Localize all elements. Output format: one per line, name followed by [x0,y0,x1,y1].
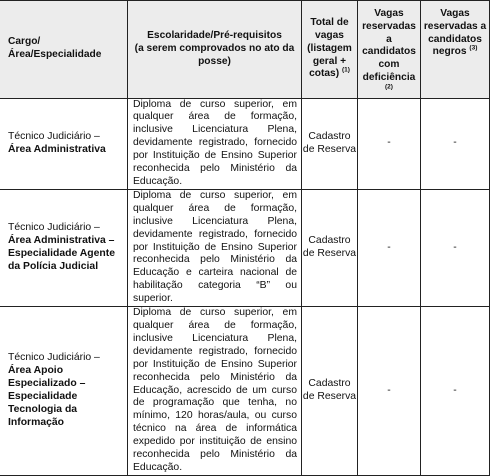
escolaridade-cell [128,189,302,306]
negros-cell: - [421,189,490,306]
cargo-cell [0,189,128,306]
cargo-prefix: Técnico Judiciário – [8,130,100,142]
cargo-prefix: Técnico Judiciário – [8,222,100,234]
deficiencia-cell: - [358,307,421,476]
header-deficiencia-footnote: (2) [385,83,393,91]
escolaridade-cell [128,98,302,189]
negros-cell: - [421,307,490,476]
deficiencia-cell: - [358,189,421,306]
cargo-area: Área Apoio Especializado – Especialidade Tecnologia da Informação [8,365,86,428]
header-negros-label: Vagas reservadas a candidatos negros [423,8,487,58]
cargo-area: Área Administrativa [8,143,106,155]
header-total-footnote: (1) [341,67,350,75]
escolaridade-cell [128,307,302,476]
cargo-cell [0,307,128,476]
negros-cell: - [421,98,490,189]
header-total-vagas [302,1,358,99]
table-row [0,307,490,476]
header-escolaridade-note: (a serem comprovados no ato da posse) [134,42,295,67]
escolaridade-text: Diploma de curso superior, em qualquer área de formação, inclusive Licenciatura Plena, devidamente registrado, fornecido por Instituição de Ensino Superior reconhecida pelo Ministério da Educação e carteira nacional de habilitação categoria “B” ou superior. [133,189,297,305]
header-deficiencia-label: Vagas reservadas a candidatos com deficiência [362,8,416,83]
cargo-cell [0,98,128,189]
header-negros-footnote: (3) [469,45,478,52]
escolaridade-text: Diploma de curso superior, em qualquer área de formação, inclusive Licenciatura Plena, devidamente registrado, fornecido por Instituição de Ensino Superior reconhecida pelo Ministério da Educação. [133,98,297,188]
table-row [0,189,490,306]
table-row [0,98,490,189]
deficiencia-cell: - [358,98,421,189]
escolaridade-text: Diploma de curso superior, em qualquer área de formação, inclusive Licenciatura Plena, devidamente registrado, fornecido por Instituição de Ensino Superior reconhecida pelo Ministério da Educação, acrescido de um curso de programação que tenha, no mínimo, 120 horas/aula, ou curso técnico na área de informática expedido por instituição de ensino reconhecida pelo Ministério da Educação. [133,307,297,473]
cargo-area: Área Administrativa – Especialidade Agente da Polícia Judicial [8,235,116,272]
header-total-label: Total de vagas (listagem geral + cotas) [307,17,352,80]
header-escolaridade [128,1,302,99]
vagas-cell: Cadastro de Reserva [302,189,358,306]
cargo-prefix: Técnico Judiciário – [8,352,100,364]
vagas-cell: Cadastro de Reserva [302,307,358,476]
header-negros [421,1,490,99]
header-cargo: Cargo/Área/Especialidade [0,1,128,99]
header-row [0,1,490,99]
header-deficiencia [358,1,421,99]
header-escolaridade-title: Escolaridade/Pré-requisitos [147,30,282,42]
vagas-cell: Cadastro de Reserva [302,98,358,189]
